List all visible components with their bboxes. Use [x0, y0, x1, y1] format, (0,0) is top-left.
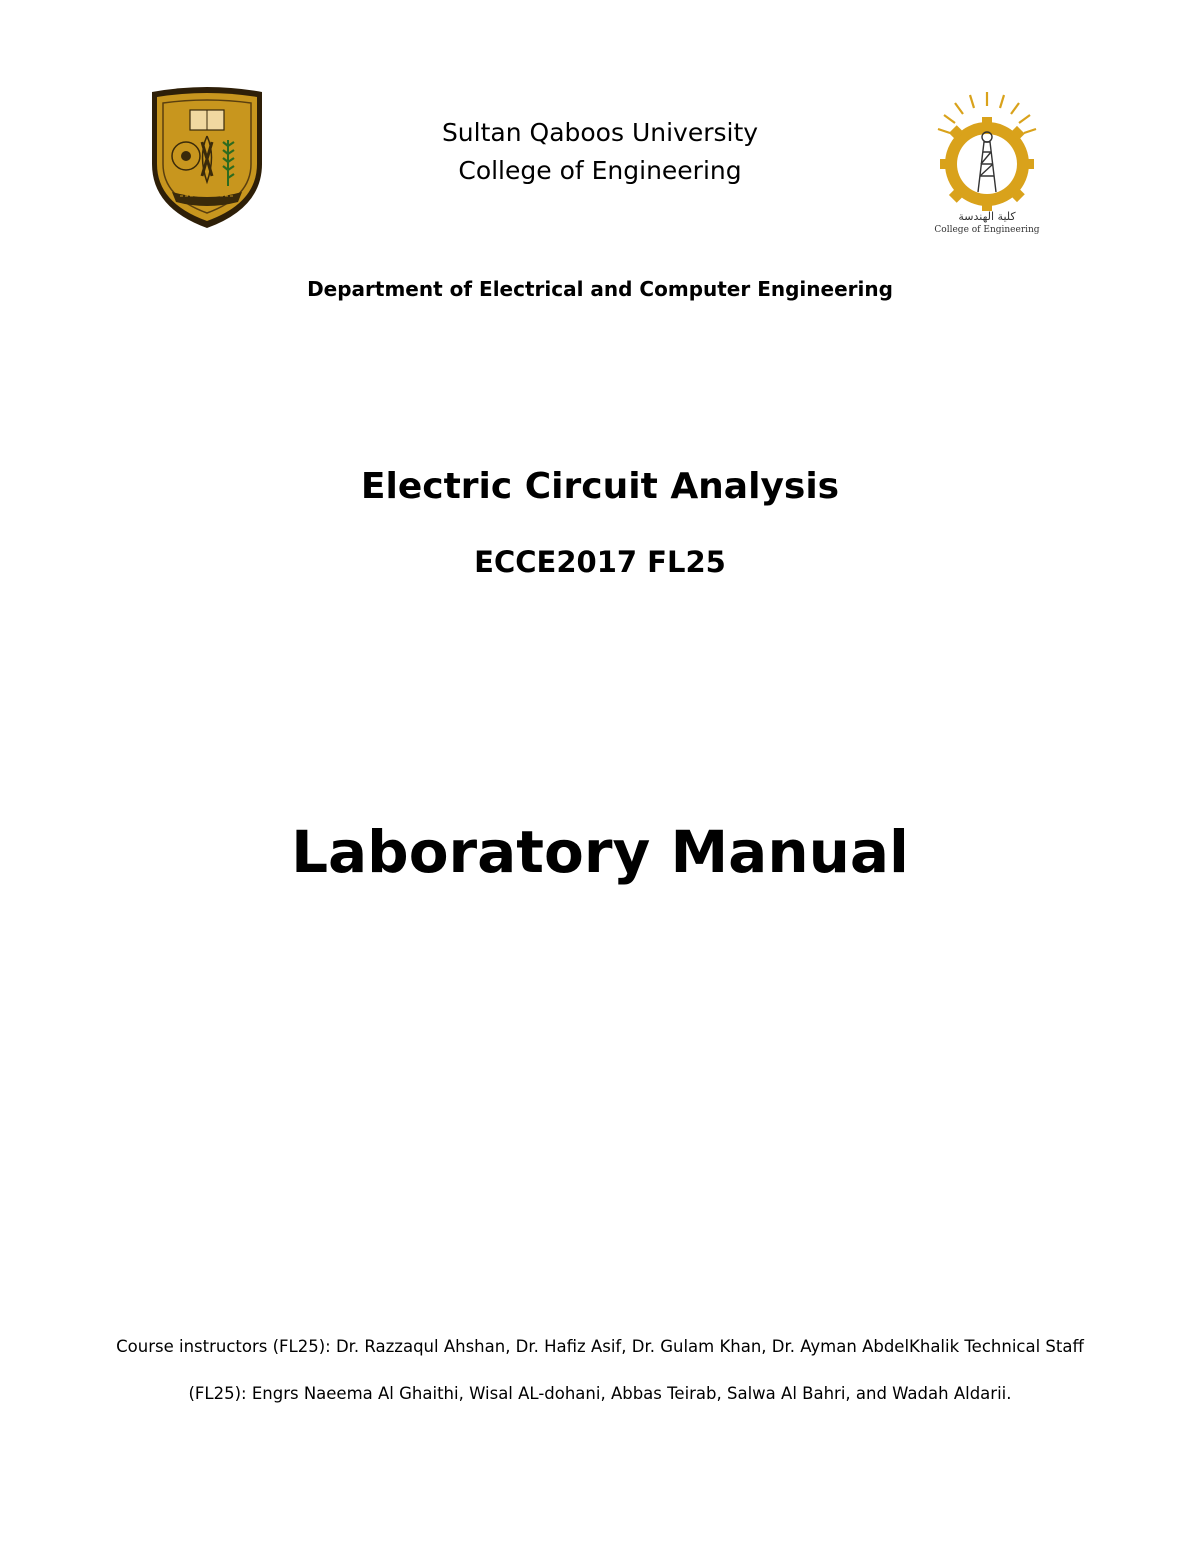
college-name: College of Engineering	[458, 156, 742, 185]
logo-caption-english: College of Engineering	[934, 225, 1040, 235]
credits-line-1: Course instructors (FL25): Dr. Razzaqul Ahshan, Dr. Hafiz Asif, Dr. Gulam Khan, Dr. Ayman AbdelKhalik Technical Staff	[116, 1337, 1084, 1356]
document-title: Laboratory Manual	[291, 818, 909, 886]
credits-line-2: (FL25): Engrs Naeema Al Ghaithi, Wisal AL-dohani, Abbas Teirab, Salwa Al Bahri, and Wadah Aldarii.	[188, 1384, 1012, 1403]
university-name: Sultan Qaboos University	[441, 118, 759, 147]
course-title: Electric Circuit Analysis	[360, 466, 840, 507]
logo-caption-arabic: كلية الهندسة	[958, 210, 1016, 223]
department-name: Department of Electrical and Computer Engineering	[307, 277, 893, 301]
course-code: ECCE2017 FL25	[474, 545, 726, 579]
